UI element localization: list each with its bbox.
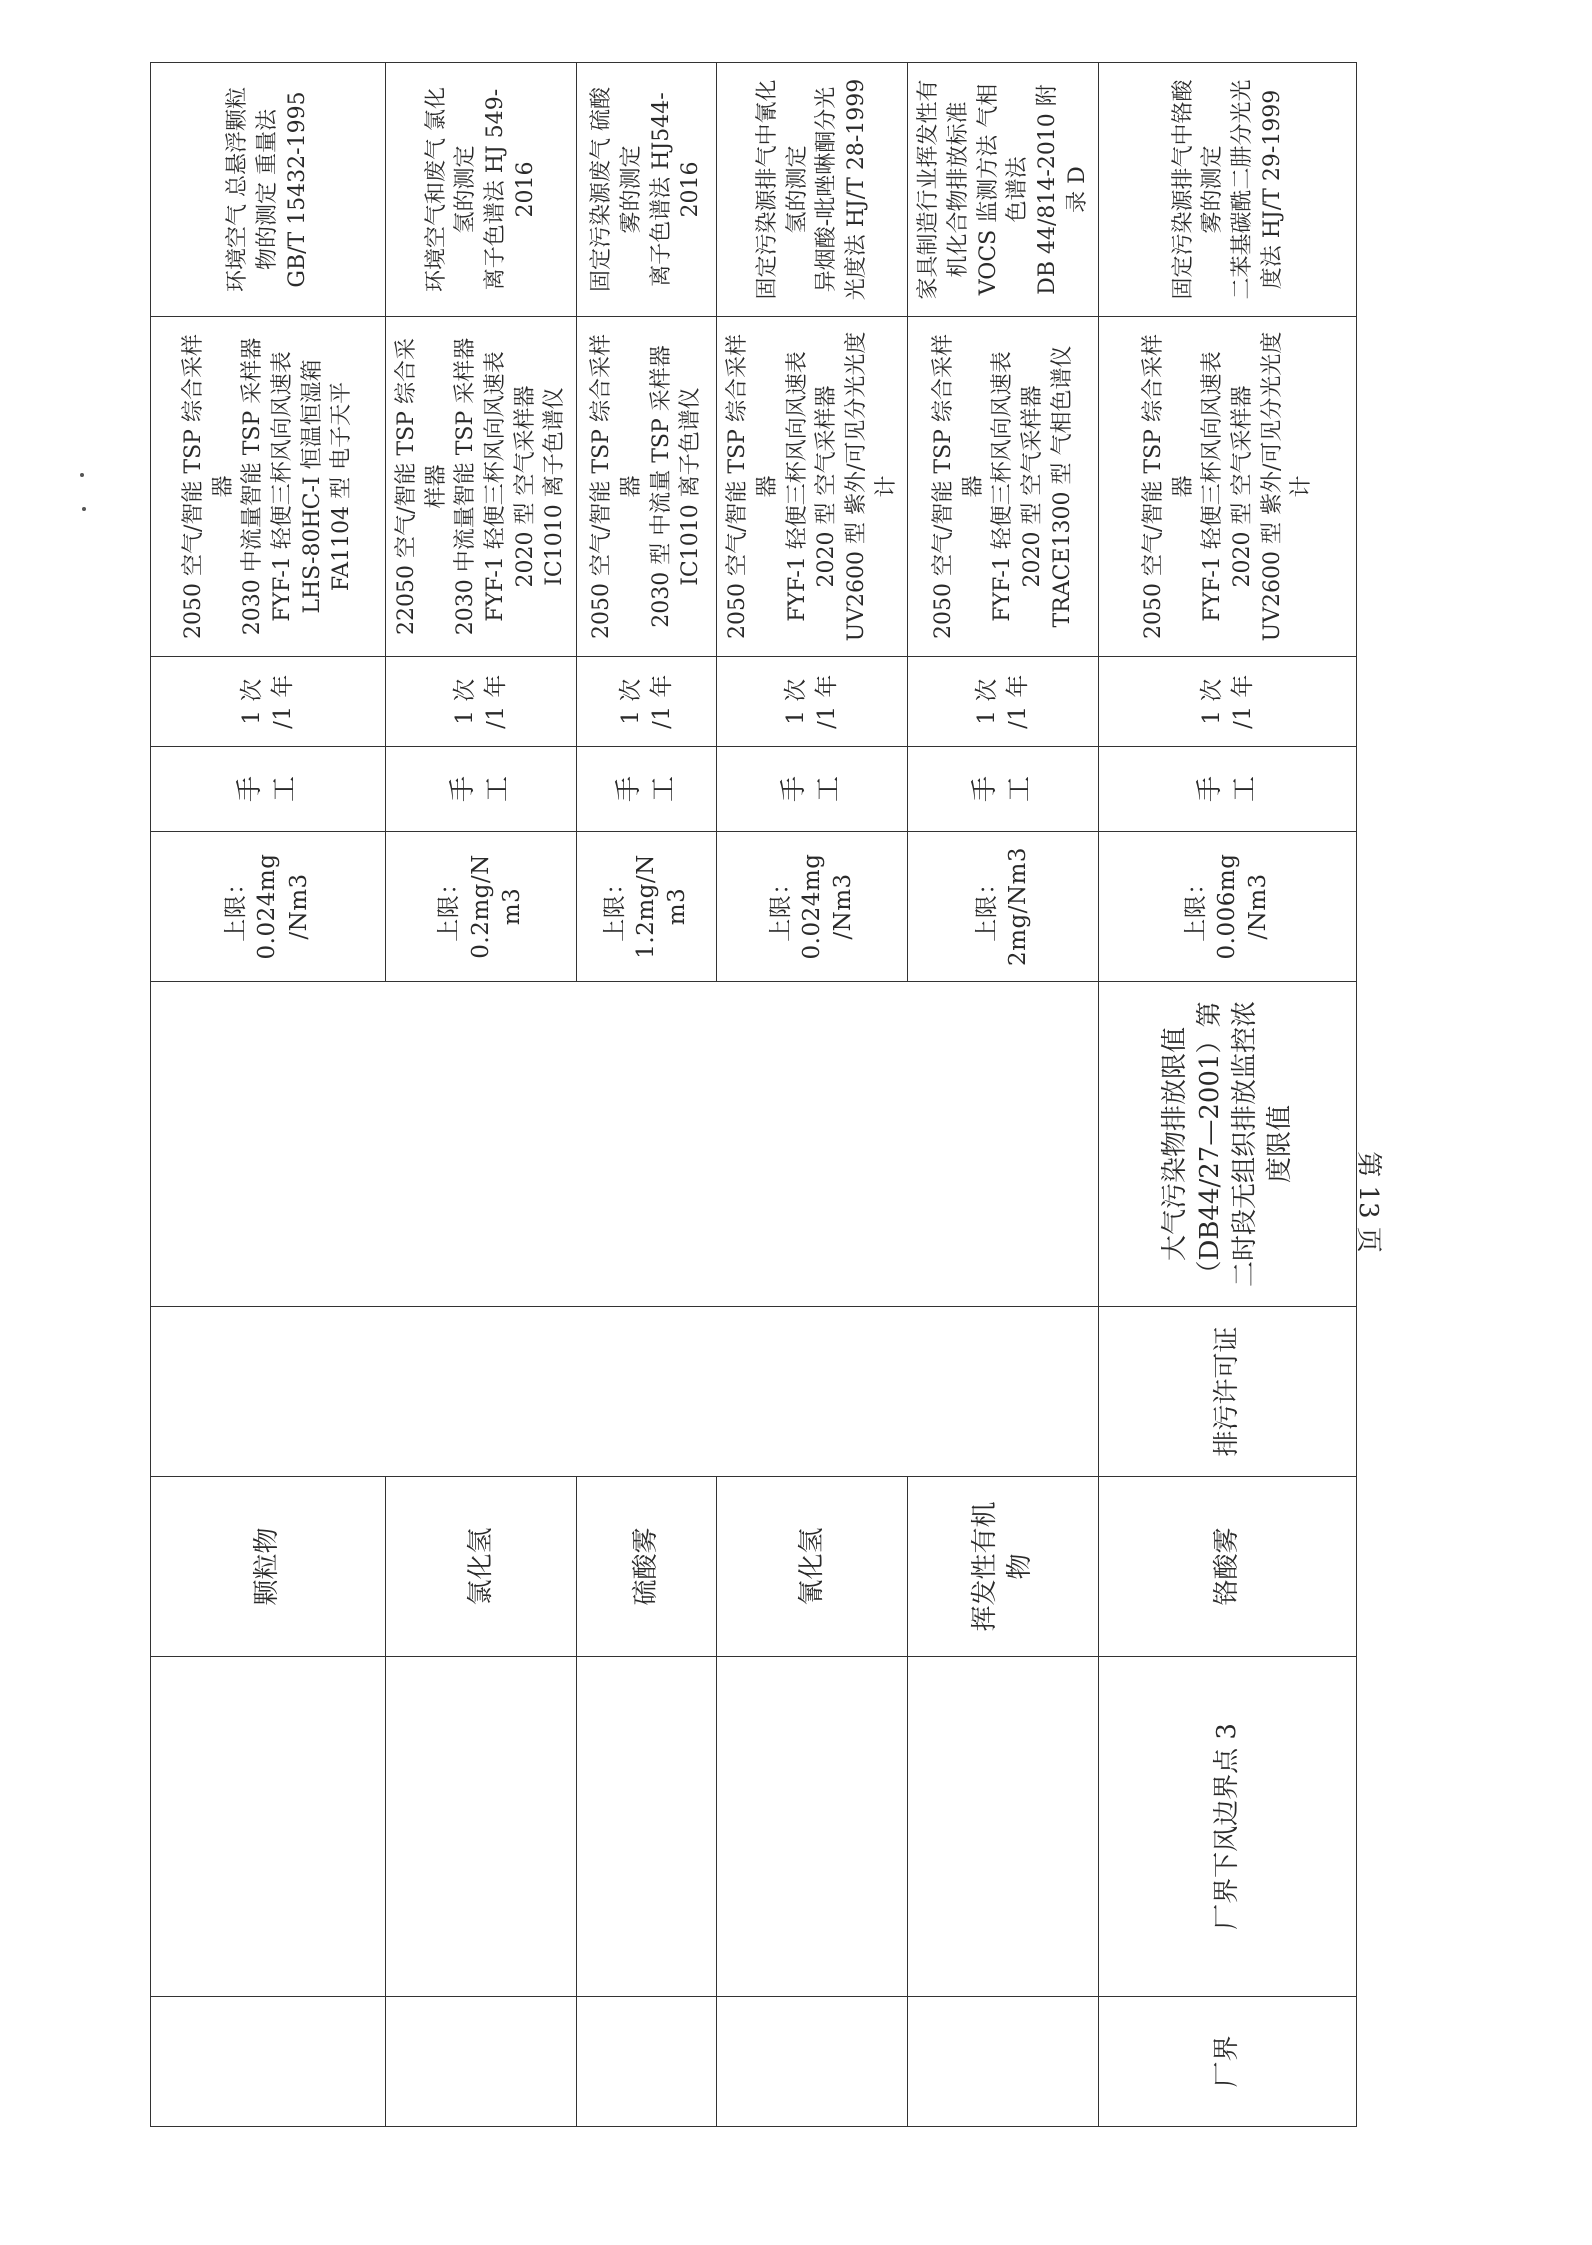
limit-cell-line: 上限： (1183, 871, 1210, 942)
frequency-cell-line: /1 年 (1005, 674, 1032, 729)
limit-cell (908, 832, 1099, 982)
method-cell-line: 工 (648, 776, 679, 803)
method-cell-line: 工 (1229, 776, 1260, 803)
frequency-cell-line: 1 次 (452, 678, 479, 725)
equipment-cell-line: FYF-1 轻便三杯风向风速表 (990, 351, 1016, 622)
method-cell (386, 747, 577, 832)
pollutant-cell: 挥发性有机物 (908, 1477, 1099, 1657)
site-cell (908, 1997, 1099, 2127)
frequency-cell-line: 1 次 (783, 678, 810, 725)
standard-cell: 大气污染物排放限值（DB44/27—2001）第二时段无组织排放监控浓度限值 (1099, 982, 1357, 1307)
limit-cell-line: 0.2mg/N (467, 854, 494, 959)
page-number: 第 13 页 (1353, 1151, 1383, 1253)
pollutant-cell: 铬酸雾 (1099, 1477, 1357, 1657)
site-cell: 厂界 (1099, 1997, 1357, 2127)
limit-cell-line: 0.006mg (1214, 853, 1241, 960)
method-cell-line: 手 (613, 776, 644, 803)
equipment-cell-line: LHS-80HC-I 恒温恒湿箱 (299, 359, 325, 614)
limit-cell-line: 上限： (974, 871, 1001, 942)
site-cell (151, 1997, 386, 2127)
frequency-cell-line: 1 次 (617, 678, 644, 725)
method-cell-line: 工 (483, 776, 514, 803)
point-cell (577, 1657, 717, 1997)
method-cell-line: 手 (779, 776, 810, 803)
scan-speck (82, 507, 86, 511)
frequency-cell-line: 1 次 (238, 678, 265, 725)
analysis-cell-line: 环境空气 总悬浮颗粒物的测定 重量法 (225, 87, 281, 292)
equipment-cell-line: 2050 空气/智能 TSP 综合采样器 (725, 334, 780, 639)
limit-cell-line: 2mg/Nm3 (1005, 847, 1032, 966)
frequency-cell-line: /1 年 (648, 674, 675, 729)
method-cell-line: 工 (814, 776, 845, 803)
basis-cell: 排污许可证 (1099, 1307, 1357, 1477)
pollutant-cell: 颗粒物 (151, 1477, 386, 1657)
pollutant-cell: 硫酸雾 (577, 1477, 717, 1657)
analysis-cell (386, 63, 577, 317)
analysis-cell (908, 63, 1099, 317)
table-row (1099, 63, 1357, 2127)
limit-cell (151, 832, 386, 982)
limit-cell-line: 上限： (436, 871, 463, 942)
site-cell (577, 1997, 717, 2127)
standard-cell (151, 982, 1099, 1307)
equipment-cell-line: IC1010 离子色谱仪 (542, 387, 568, 586)
equipment-cell-line: 2050 空气/智能 TSP 综合采样器 (1140, 334, 1196, 639)
analysis-cell-line: 二苯基碳酰二肼分光光度法 HJ/T 29-1999 (1229, 79, 1285, 300)
frequency-cell-line: /1 年 (270, 674, 296, 729)
limit-cell (386, 832, 577, 982)
analysis-cell-line: 固定污染源排气中氰化氢的测定 (754, 79, 810, 300)
analysis-cell (577, 63, 717, 317)
limit-cell-line: 上限： (767, 871, 794, 942)
limit-cell-line: m3 (498, 887, 525, 926)
frequency-cell-line: /1 年 (814, 674, 841, 729)
limit-cell-line: 0.024mg (798, 853, 825, 960)
frequency-cell (1099, 657, 1357, 747)
frequency-cell (151, 657, 386, 747)
method-cell-line: 工 (270, 776, 300, 803)
equipment-cell-line: TRACE1300 型 气相色谱仪 (1049, 345, 1075, 628)
equipment-cell-line: 2030 型 中流量 TSP 采样器 (648, 345, 674, 628)
method-cell-line: 手 (447, 776, 478, 803)
point-cell (908, 1657, 1099, 1997)
equipment-cell-line: 2020 型 空气采样器 (1229, 385, 1255, 588)
equipment-cell-line: UV2600 型 紫外/可见分光光度计 (1259, 331, 1315, 642)
equipment-cell-line: 2030 中流量智能 TSP 采样器 (453, 337, 479, 636)
limit-cell-line: /Nm3 (1245, 873, 1272, 940)
scan-speck (80, 473, 84, 477)
analysis-cell-line: GB/T 15432-1995 (284, 91, 310, 288)
limit-cell (1099, 832, 1357, 982)
analysis-cell-line: DB 44/814-2010 附录 D (1035, 84, 1090, 295)
frequency-cell (386, 657, 577, 747)
method-cell (908, 747, 1099, 832)
limit-cell-line: 上限： (602, 871, 629, 942)
analysis-cell-line: 环境空气和废气 氯化氢的测定 (423, 87, 479, 292)
analysis-cell-line: 异烟酸-吡唑啉酮分光光度法 HJ/T 28-1999 (814, 78, 869, 301)
frequency-cell-line: 1 次 (974, 678, 1001, 725)
analysis-cell-line: 固定污染源废气 硫酸雾的测定 (589, 87, 644, 292)
analysis-cell-line: 家具制造行业挥发性有机化合物排放标准 (916, 79, 971, 300)
equipment-cell (717, 317, 908, 657)
analysis-cell (151, 63, 386, 317)
equipment-cell-line: 2050 空气/智能 TSP 综合采样器 (589, 334, 644, 639)
method-cell-line: 手 (234, 776, 265, 803)
rotated-page (150, 63, 1315, 2127)
equipment-cell-line: 2050 空气/智能 TSP 综合采样器 (931, 334, 986, 639)
point-cell (151, 1657, 386, 1997)
method-cell (1099, 747, 1357, 832)
frequency-cell (717, 657, 908, 747)
monitoring-table (150, 62, 1357, 2127)
equipment-cell (151, 317, 386, 657)
point-cell (386, 1657, 577, 1997)
method-cell-line: 手 (970, 776, 1001, 803)
equipment-cell-line: 2020 型 空气采样器 (512, 385, 538, 588)
table-row (151, 63, 386, 2127)
frequency-cell (577, 657, 717, 747)
limit-cell (717, 832, 908, 982)
site-cell (386, 1997, 577, 2127)
equipment-cell-line: 2050 空气/智能 TSP 综合采样器 (180, 334, 236, 639)
pollutant-cell: 氯化氢 (386, 1477, 577, 1657)
method-cell (717, 747, 908, 832)
equipment-cell-line: UV2600 型 紫外/可见分光光度计 (843, 331, 899, 642)
equipment-cell-line: 2020 型 空气采样器 (814, 385, 840, 588)
equipment-cell-line: 22050 空气/智能 TSP 综合采样器 (394, 338, 449, 635)
method-cell-line: 手 (1194, 776, 1225, 803)
method-cell (151, 747, 386, 832)
basis-cell (151, 1307, 1099, 1477)
limit-cell-line: /Nm3 (285, 873, 312, 940)
equipment-cell-line: FYF-1 轻便三杯风向风速表 (1200, 351, 1226, 622)
analysis-cell (1099, 63, 1357, 317)
limit-cell-line: 0.024mg (254, 853, 281, 960)
equipment-cell-line: 2030 中流量智能 TSP 采样器 (240, 337, 266, 636)
analysis-cell-line: 固定污染源排气中铬酸雾的测定 (1170, 79, 1226, 300)
limit-cell-line: 上限： (223, 871, 250, 942)
equipment-cell-line: IC1010 离子色谱仪 (678, 387, 704, 586)
pollutant-cell: 氰化氢 (717, 1477, 908, 1657)
equipment-cell (386, 317, 577, 657)
method-cell-line: 工 (1005, 776, 1036, 803)
equipment-cell (908, 317, 1099, 657)
point-cell: 厂界下风边界点 3 (1099, 1657, 1357, 1997)
limit-cell (577, 832, 717, 982)
equipment-cell (577, 317, 717, 657)
analysis-cell (717, 63, 908, 317)
limit-cell-line: 1.2mg/N (633, 854, 660, 959)
limit-cell-line: m3 (664, 887, 691, 926)
site-cell (717, 1997, 908, 2127)
analysis-cell-line: 离子色谱法 HJ544-2016 (648, 92, 704, 287)
frequency-cell-line: /1 年 (483, 674, 510, 729)
frequency-cell (908, 657, 1099, 747)
point-cell (717, 1657, 908, 1997)
frequency-cell-line: 1 次 (1198, 678, 1225, 725)
equipment-cell-line: FA1104 型 电子天平 (329, 381, 355, 592)
analysis-cell-line: VOCS 监测方法 气相色谱法 (975, 83, 1031, 296)
limit-cell-line: /Nm3 (829, 873, 856, 940)
equipment-cell-line: FYF-1 轻便三杯风向风速表 (784, 351, 810, 622)
analysis-cell-line: 离子色谱法 HJ 549-2016 (483, 88, 538, 291)
frequency-cell-line: /1 年 (1229, 674, 1256, 729)
method-cell (577, 747, 717, 832)
equipment-cell-line: 2020 型 空气采样器 (1020, 385, 1046, 588)
equipment-cell-line: FYF-1 轻便三杯风向风速表 (483, 351, 509, 622)
equipment-cell (1099, 317, 1357, 657)
equipment-cell-line: FYF-1 轻便三杯风向风速表 (270, 351, 295, 622)
